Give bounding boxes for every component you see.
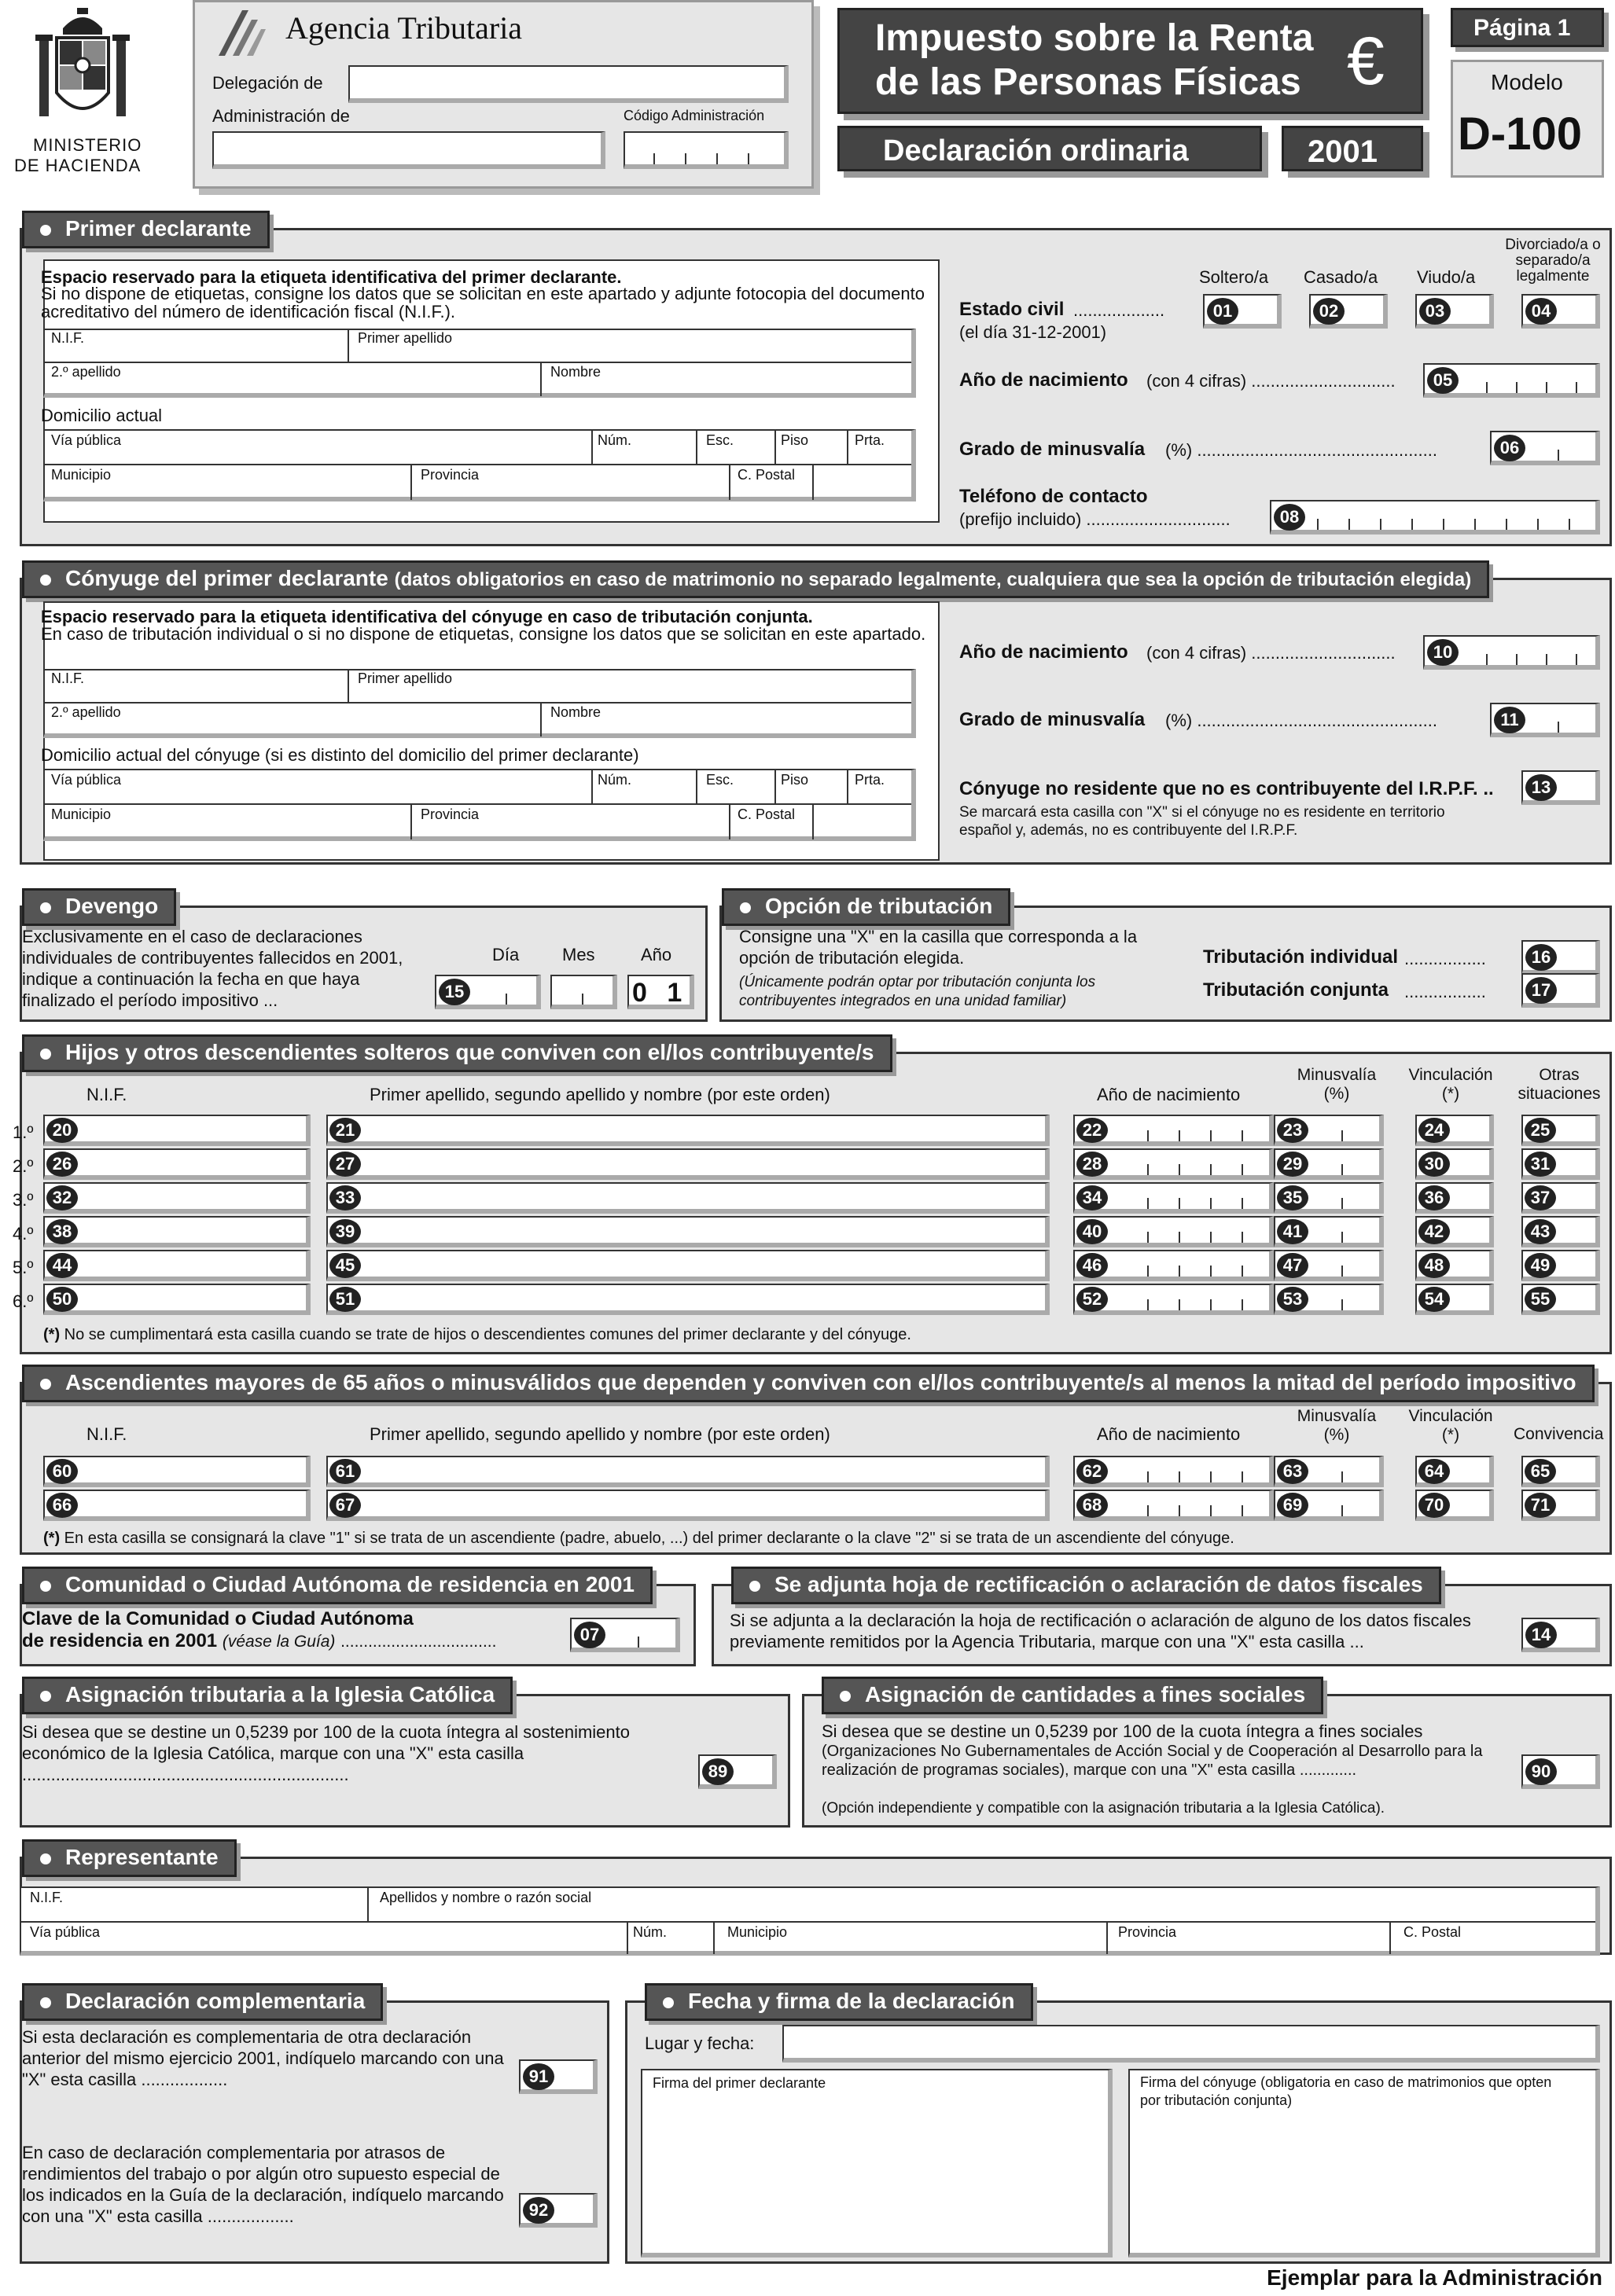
iglesia-header: Asignación tributaria a la Iglesia Católica <box>22 1677 513 1714</box>
ascendiente-nombre-field[interactable] <box>326 1490 1050 1521</box>
conyuge-municipio-label: Municipio <box>51 806 112 822</box>
casilla-36: 36 <box>1418 1185 1450 1210</box>
hijo-nombre-field[interactable] <box>326 1182 1050 1214</box>
rectificacion-header: Se adjunta hoja de rectificación o aclaración de datos fiscales <box>731 1567 1441 1604</box>
conyuge-anio-nac-dots: (con 4 cifras) .............................. <box>1146 643 1396 663</box>
modelo-code: D-100 <box>1458 108 1582 160</box>
primer-etiqueta-title: Espacio reservado para la etiqueta identificativa del primer declarante. <box>41 267 622 287</box>
conyuge-provincia-label: Provincia <box>421 806 480 822</box>
primer-apellido-label: Primer apellido <box>358 330 453 346</box>
casilla-30: 30 <box>1418 1152 1450 1177</box>
representante-header: Representante <box>22 1839 237 1877</box>
casilla-60: 60 <box>46 1459 78 1484</box>
representante-cpostal-label: C. Postal <box>1403 1924 1462 1940</box>
conyuge-id-fields <box>43 669 916 738</box>
firma-conyuge-label: Firma del cónyuge (obligatoria en caso de matrimonios que opten por tributación conjunta) <box>1140 2074 1552 2108</box>
conyuge-num-label: Núm. <box>598 772 632 788</box>
devengo-header: Devengo <box>22 888 176 926</box>
devengo-mes-field[interactable] <box>550 975 617 1009</box>
casilla-49: 49 <box>1525 1253 1556 1278</box>
representante-provincia-label: Provincia <box>1118 1924 1177 1940</box>
euro-icon: € <box>1347 24 1385 99</box>
estado-civil-fecha: (el día 31-12-2001) <box>959 322 1107 342</box>
representante-nif-label: N.I.F. <box>30 1890 64 1905</box>
delegacion-label: Delegación de <box>212 73 323 93</box>
hijos-col-nif: N.I.F. <box>86 1085 127 1104</box>
year-box <box>1282 126 1423 171</box>
anio-nac-dots: (con 4 cifras) .............................. <box>1146 371 1396 391</box>
casilla-92: 92 <box>523 2197 554 2224</box>
casilla-32: 32 <box>46 1185 78 1210</box>
ascendientes-header: Ascendientes mayores de 65 años o minusválidos que dependen y conviven con el/los contribuyente/s al menos la mitad del período impositivo <box>22 1365 1595 1402</box>
hijo-nif-field[interactable] <box>43 1115 311 1146</box>
ascendiente-nif-field[interactable] <box>43 1456 311 1487</box>
primer-nombre-label: Nombre <box>550 364 601 380</box>
casilla-62: 62 <box>1076 1459 1108 1484</box>
primer-nif-label: N.I.F. <box>51 330 85 346</box>
ascendiente-nif-field[interactable] <box>43 1490 311 1521</box>
casilla-91: 91 <box>523 2063 554 2090</box>
casilla-46: 46 <box>1076 1253 1108 1278</box>
hijo-nombre-field[interactable] <box>326 1250 1050 1281</box>
anio-nac-label: Año de nacimiento <box>959 369 1128 391</box>
fines-text2: (Organizaciones No Gubernamentales de Acción Social y de Cooperación al Desarrollo para la realización de programas sociales), marque con una "X" esta casilla ............. <box>822 1743 1483 1779</box>
hijo-nif-field[interactable] <box>43 1284 311 1315</box>
agency-logo-icon <box>219 10 266 56</box>
casilla-01: 01 <box>1207 298 1238 325</box>
casilla-08: 08 <box>1274 504 1305 531</box>
hijo-nombre-field[interactable] <box>326 1148 1050 1180</box>
primer-via-label: Vía pública <box>51 432 122 448</box>
primer-domicilio-label: Domicilio actual <box>41 406 163 425</box>
casilla-90: 90 <box>1525 1758 1557 1785</box>
coat-of-arms-icon <box>31 6 134 132</box>
devengo-mes-label: Mes <box>562 945 595 964</box>
casilla-37: 37 <box>1525 1185 1556 1210</box>
casilla-41: 41 <box>1277 1219 1308 1244</box>
casilla-14: 14 <box>1525 1622 1557 1648</box>
lugar-fecha-label: Lugar y fecha: <box>645 2033 755 2053</box>
estado-civil-label: Estado civil <box>959 299 1065 320</box>
page-box <box>1451 8 1604 47</box>
asc-footnote: (*) En esta casilla se consignará la clave "1" si se trata de un ascendiente (padre, abuelo, ...) del primer declarante o la clave "2" si se trata de un ascendiente del cónyuge. <box>43 1530 1234 1547</box>
casilla-53: 53 <box>1277 1287 1308 1312</box>
lugar-fecha-field[interactable] <box>782 2025 1600 2063</box>
ministry-line1: MINISTERIO <box>33 135 142 155</box>
conyuge-via-label: Vía pública <box>51 772 122 788</box>
hijo-nif-field[interactable] <box>43 1182 311 1214</box>
casilla-54: 54 <box>1418 1287 1450 1312</box>
devengo-dia-label: Día <box>492 945 520 964</box>
casilla-24: 24 <box>1418 1118 1450 1143</box>
firma-primer-box[interactable] <box>641 2069 1113 2257</box>
ascendiente-nombre-field[interactable] <box>326 1456 1050 1487</box>
conyuge-nombre-label: Nombre <box>550 704 601 720</box>
modelo-box <box>1451 60 1604 178</box>
hijo-nombre-field[interactable] <box>326 1115 1050 1146</box>
asc-col-conv: Convivencia <box>1514 1425 1604 1443</box>
casilla-43: 43 <box>1525 1219 1556 1244</box>
administracion-field[interactable] <box>212 131 605 169</box>
casilla-39: 39 <box>329 1219 361 1244</box>
casilla-61: 61 <box>329 1459 361 1484</box>
casilla-47: 47 <box>1277 1253 1308 1278</box>
hijos-col-nombre: Primer apellido, segundo apellido y nombre (por este orden) <box>370 1085 830 1104</box>
casilla-26: 26 <box>46 1152 78 1177</box>
casilla-48: 48 <box>1418 1253 1450 1278</box>
casilla-34: 34 <box>1076 1185 1108 1210</box>
codigo-admin-field[interactable] <box>624 131 789 169</box>
casilla-51: 51 <box>329 1287 361 1312</box>
hijo-row-label: 1.º <box>13 1122 34 1142</box>
hijo-nombre-field[interactable] <box>326 1216 1050 1247</box>
individual-dots: ................. <box>1404 949 1486 968</box>
telefono-prefijo: (prefijo incluido) .............................. <box>959 509 1231 529</box>
hijo-nombre-field[interactable] <box>326 1284 1050 1315</box>
asc-col-minus: Minusvalía (%) <box>1297 1407 1377 1444</box>
casilla-21: 21 <box>329 1118 361 1143</box>
conyuge-minusvalia-label: Grado de minusvalía <box>959 709 1146 730</box>
hijos-col-otras: Otras situaciones <box>1518 1066 1601 1103</box>
hijos-header: Hijos y otros descendientes solteros que conviven con el/los contribuyente/s <box>22 1034 892 1072</box>
conyuge-header: Cónyuge del primer declarante (datos obligatorios en caso de matrimonio no separado legalmente, cualquiera que sea la opción de tributación elegida) <box>22 560 1489 598</box>
casilla-55: 55 <box>1525 1287 1556 1312</box>
delegacion-field[interactable] <box>348 65 789 103</box>
casilla-71: 71 <box>1525 1493 1556 1518</box>
casilla-40: 40 <box>1076 1219 1108 1244</box>
primer-provincia-label: Provincia <box>421 467 480 483</box>
casado-label: Casado/a <box>1304 267 1378 287</box>
fines-header: Asignación de cantidades a fines sociales <box>822 1677 1323 1714</box>
conyuge-anio-nac-label: Año de nacimiento <box>959 641 1128 663</box>
fines-note: (Opción independiente y compatible con la asignación tributaria a la Iglesia Católica). <box>822 1800 1385 1817</box>
comunidad-header: Comunidad o Ciudad Autónoma de residencia en 2001 <box>22 1567 653 1604</box>
estado-civil-dots: ................... <box>1073 300 1165 320</box>
hijos-col-vinc: Vinculación (*) <box>1408 1066 1493 1103</box>
opcion-text: Consigne una "X" en la casilla que corresponda a la opción de tributación elegida. <box>739 927 1138 968</box>
casilla-35: 35 <box>1277 1185 1308 1210</box>
devengo-anio-value: 0 1 <box>632 978 689 1008</box>
hijo-row-label: 5.º <box>13 1258 34 1277</box>
complementaria-text1: Si esta declaración es complementaria de otra declaración anterior del mismo ejercicio 2001, indíquelo marcando con una "X" esta casilla .................. <box>22 2027 504 2089</box>
casilla-31: 31 <box>1525 1152 1556 1177</box>
casilla-27: 27 <box>329 1152 361 1177</box>
casilla-29: 29 <box>1277 1152 1308 1177</box>
tax-title-line1: Impuesto sobre la Renta <box>875 17 1314 59</box>
soltero-label: Soltero/a <box>1199 267 1269 287</box>
primer-piso-label: Piso <box>781 432 809 448</box>
fines-text: Si desea que se destine un 0,5239 por 100 de la cuota íntegra a fines sociales <box>822 1721 1423 1741</box>
casilla-52: 52 <box>1076 1287 1108 1312</box>
primer-declarante-header: Primer declarante <box>22 211 270 248</box>
casilla-45: 45 <box>329 1253 361 1278</box>
casilla-04: 04 <box>1525 298 1557 325</box>
representante-apellidos-label: Apellidos y nombre o razón social <box>380 1890 592 1905</box>
asc-col-vinc: Vinculación (*) <box>1408 1407 1493 1444</box>
casilla-25: 25 <box>1525 1118 1556 1143</box>
telefono-field[interactable] <box>1270 500 1600 535</box>
agency-panel <box>193 0 814 189</box>
primer-etiqueta-text: Si no dispone de etiquetas, consigne los datos que se solicitan en este apartado y adjunte fotocopia del documento acreditativo del número de identificación fiscal (N.I.F.). <box>41 284 925 321</box>
hijo-row-label: 3.º <box>13 1190 34 1210</box>
casilla-42: 42 <box>1418 1219 1450 1244</box>
hijos-footnote: (*) No se cumplimentará esta casilla cuando se trate de hijos o descendientes comunes del primer declarante y del cónyuge. <box>43 1326 911 1343</box>
comunidad-line1: Clave de la Comunidad o Ciudad Autónoma <box>22 1608 414 1629</box>
complementaria-header: Declaración complementaria <box>22 1983 383 2021</box>
telefono-label: Teléfono de contacto <box>959 486 1148 507</box>
casilla-68: 68 <box>1076 1493 1108 1518</box>
conyuge-piso-label: Piso <box>781 772 809 788</box>
hijo-row-label: 6.º <box>13 1291 34 1311</box>
primer-id-fields <box>43 329 916 398</box>
casilla-22: 22 <box>1076 1118 1108 1143</box>
asc-col-nif: N.I.F. <box>86 1424 127 1444</box>
casilla-89: 89 <box>702 1758 734 1785</box>
casilla-65: 65 <box>1525 1459 1556 1484</box>
complementaria-text2: En caso de declaración complementaria por atrasos de rendimientos del trabajo o por algún otro supuesto especial de los indicados en la Guía de la declaración, indíquelo marcando con una "X" esta casilla .................. <box>22 2143 504 2226</box>
hijo-nif-field[interactable] <box>43 1216 311 1247</box>
agency-name: Agencia Tributaria <box>285 10 523 46</box>
casilla-33: 33 <box>329 1185 361 1210</box>
casilla-17: 17 <box>1525 977 1557 1004</box>
tax-title-line2: de las Personas Físicas <box>875 61 1301 103</box>
conyuge-cpostal-label: C. Postal <box>738 806 796 822</box>
conyuge-etiqueta-text: En caso de tributación individual o si no dispone de etiquetas, consigne los datos que se solicitan en este apartado. <box>41 624 926 644</box>
minusvalia-label: Grado de minusvalía <box>959 439 1146 460</box>
ministry-line2: DE HACIENDA <box>14 156 142 175</box>
subtitle-box <box>837 126 1262 171</box>
casilla-44: 44 <box>46 1253 78 1278</box>
casilla-06: 06 <box>1494 435 1525 461</box>
casilla-23: 23 <box>1277 1118 1308 1143</box>
year: 2001 <box>1308 134 1378 169</box>
primer-prta-label: Prta. <box>855 432 885 448</box>
no-residente-label: Cónyuge no residente que no es contribuyente del I.R.P.F. .. <box>959 778 1494 799</box>
devengo-anio-label: Año <box>641 945 672 964</box>
conyuge-minusvalia-dots: (%) .................................................. <box>1165 711 1437 730</box>
casilla-69: 69 <box>1277 1493 1308 1518</box>
devengo-anio-field[interactable] <box>627 975 694 1009</box>
casilla-63: 63 <box>1277 1459 1308 1484</box>
primer-municipio-label: Municipio <box>51 467 112 483</box>
casilla-16: 16 <box>1525 944 1557 971</box>
casilla-64: 64 <box>1418 1459 1450 1484</box>
casilla-66: 66 <box>46 1493 78 1518</box>
representante-num-label: Núm. <box>633 1924 668 1940</box>
devengo-text: Exclusivamente en el caso de declaraciones individuales de contribuyentes fallecidos en 2001, indique a continuación la fecha en que haya finalizado el período impositivo ... <box>22 927 403 1010</box>
representante-via-label: Vía pública <box>30 1924 101 1940</box>
representante-fields <box>20 1886 1600 1956</box>
divorciado-label: Divorciado/a o separado/a legalmente <box>1505 237 1601 285</box>
conyuge-nif-label: N.I.F. <box>51 670 85 686</box>
hijos-col-anio: Año de nacimiento <box>1097 1085 1241 1104</box>
hijo-row-label: 4.º <box>13 1224 34 1244</box>
tax-title-box <box>837 8 1423 114</box>
casilla-15: 15 <box>439 979 470 1005</box>
individual-label: Tributación individual <box>1203 946 1399 968</box>
hijo-nif-field[interactable] <box>43 1250 311 1281</box>
primer-segundo-apellido-label: 2.º apellido <box>51 364 121 380</box>
codigo-admin-label: Código Administración <box>624 108 765 123</box>
casilla-02: 02 <box>1313 298 1345 325</box>
hijo-nif-field[interactable] <box>43 1148 311 1180</box>
conyuge-segundo-apellido-label: 2.º apellido <box>51 704 121 720</box>
subtitle: Declaración ordinaria <box>883 134 1189 167</box>
asc-col-nombre: Primer apellido, segundo apellido y nombre (por este orden) <box>370 1424 830 1444</box>
firma-primer-label: Firma del primer declarante <box>653 2075 826 2091</box>
no-residente-note: Se marcará esta casilla con "X" si el cónyuge no es residente en territorio español y, además, no es contribuyente del I.R.P.F. <box>959 804 1445 839</box>
primer-cpostal-label: C. Postal <box>738 467 796 483</box>
primer-num-label: Núm. <box>598 432 632 448</box>
casilla-03: 03 <box>1419 298 1451 325</box>
casilla-13: 13 <box>1525 774 1557 801</box>
hijos-col-minus: Minusvalía (%) <box>1297 1066 1377 1103</box>
rectificacion-text: Si se adjunta a la declaración la hoja de rectificación o aclaración de alguno de los datos fiscales previamente remitidos por la Agencia Tributaria, marque con una "X" esta casilla ... <box>730 1611 1471 1651</box>
iglesia-text: Si desea que se destine un 0,5239 por 100 de la cuota íntegra al sostenimiento económico de la Iglesia Católica, marque con una "X" esta casilla .................................................................... <box>22 1722 630 1784</box>
page-number: Página 1 <box>1473 15 1571 41</box>
conyuge-domicilio-label: Domicilio actual del cónyuge (si es distinto del domicilio del primer declarante) <box>41 745 639 765</box>
casilla-07: 07 <box>574 1622 605 1648</box>
conjunta-label: Tributación conjunta <box>1203 979 1389 1001</box>
casilla-67: 67 <box>329 1493 361 1518</box>
hijo-row-label: 2.º <box>13 1156 34 1176</box>
primer-esc-label: Esc. <box>706 432 734 448</box>
casilla-28: 28 <box>1076 1152 1108 1177</box>
conyuge-apellido-label: Primer apellido <box>358 670 453 686</box>
firma-header: Fecha y firma de la declaración <box>645 1983 1033 2021</box>
casilla-50: 50 <box>46 1287 78 1312</box>
casilla-38: 38 <box>46 1219 78 1244</box>
representante-municipio-label: Municipio <box>727 1924 788 1940</box>
conyuge-etiqueta-title: Espacio reservado para la etiqueta identificativa del cónyuge en caso de tributación conjunta. <box>41 607 813 626</box>
casilla-70: 70 <box>1418 1493 1450 1518</box>
conyuge-esc-label: Esc. <box>706 772 734 788</box>
casilla-05: 05 <box>1427 367 1459 394</box>
casilla-20: 20 <box>46 1118 78 1143</box>
comunidad-line2: de residencia en 2001 (véase la Guía) .................................. <box>22 1630 497 1651</box>
modelo-label: Modelo <box>1491 70 1563 94</box>
asc-col-anio: Año de nacimiento <box>1097 1424 1241 1444</box>
opcion-note: (Únicamente podrán optar por tributación conjunta los contribuyentes integrados en una unidad familiar) <box>739 974 1096 1009</box>
viudo-label: Viudo/a <box>1417 267 1476 287</box>
administracion-label: Administración de <box>212 106 350 126</box>
minusvalia-dots: (%) .................................................. <box>1165 440 1437 460</box>
conyuge-prta-label: Prta. <box>855 772 885 788</box>
casilla-11: 11 <box>1494 707 1525 733</box>
ejemplar-label: Ejemplar para la Administración <box>1267 2265 1602 2290</box>
conjunta-dots: ................. <box>1404 982 1486 1001</box>
opcion-header: Opción de tributación <box>722 888 1010 926</box>
casilla-10: 10 <box>1427 639 1459 666</box>
